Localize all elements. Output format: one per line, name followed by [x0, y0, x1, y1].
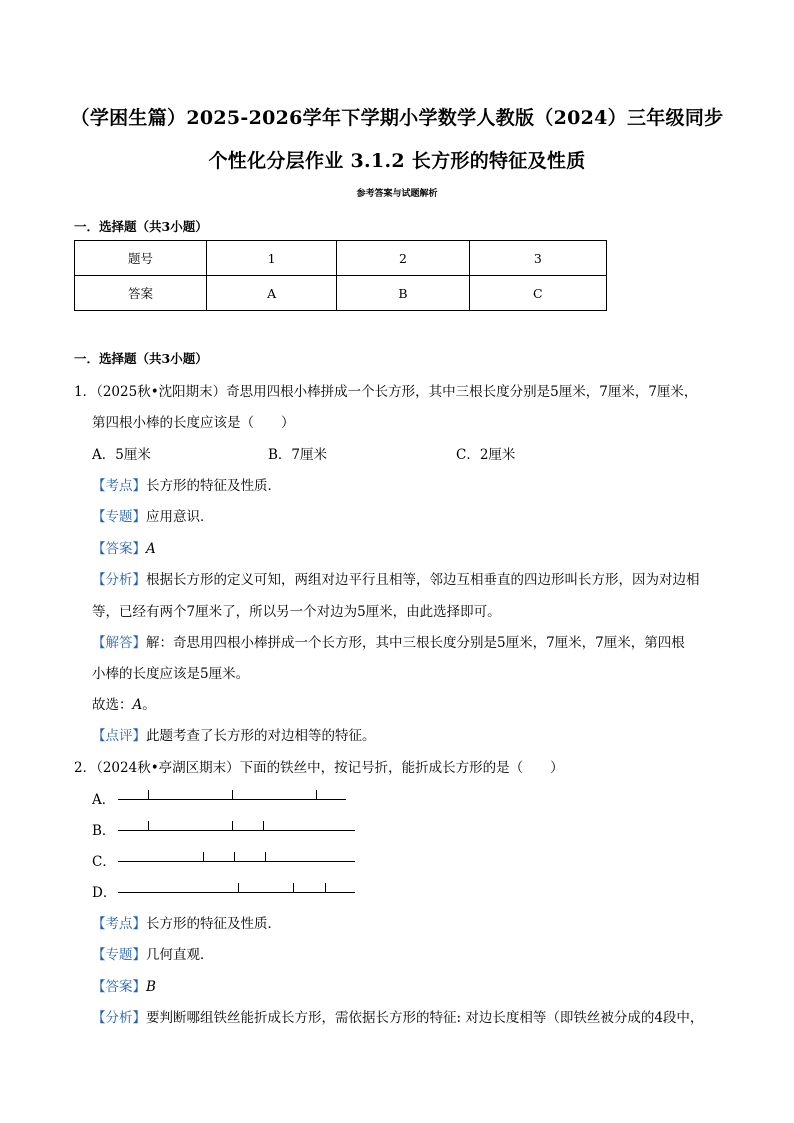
q2-option-a: A． — [92, 792, 116, 808]
q1-fenxi-line1 — [92, 568, 700, 588]
q1-jieda-tag: 【解答】 — [92, 635, 146, 651]
q1-stem-line1: 1．（2025秋•沈阳期末）奇思用四根小棒拼成一个长方形，其中三根长度分别是5厘米，7厘米，7厘米， — [74, 384, 698, 400]
q1-kaodian-tag: 【考点】 — [92, 478, 146, 494]
q1-kaodian-text: 长方形的特征及性质． — [146, 478, 281, 494]
q2-option-b: B． — [92, 823, 116, 839]
q2-option-d: D． — [92, 885, 117, 901]
q1-fenxi-text1: 根据长方形的定义可知，两组对边平行且相等，邻边互相垂直的四边形叫长方形，因为对边相 — [146, 572, 700, 588]
document-title-line2: 个性化分层作业 3.1.2 长方形的特征及性质 — [208, 150, 586, 172]
q1-jieda-line2: 小棒的长度应该是5厘米。 — [92, 666, 250, 682]
q1-dianping-tag: 【点评】 — [92, 728, 146, 744]
wire-line — [118, 799, 346, 800]
fold-mark — [263, 821, 264, 830]
q1-dianping-text: 此题考查了长方形的对边相等的特征。 — [146, 728, 376, 744]
document-title-line1: （学困生篇）2025-2026学年下学期小学数学人教版（2024）三年级同步 — [70, 107, 724, 129]
q1-fenxi-line2: 等，已经有两个7厘米了，所以另一个对边为5厘米，由此选择即可。 — [92, 604, 501, 620]
fold-mark — [265, 852, 266, 861]
table-cell: 2 — [337, 241, 469, 276]
fold-mark — [293, 883, 294, 892]
q1-guxuan-value: A — [132, 697, 143, 713]
fold-mark — [148, 821, 149, 830]
q2-fenxi-line1 — [92, 1006, 703, 1026]
q2-kaodian-tag: 【考点】 — [92, 916, 146, 932]
q2-kaodian — [92, 912, 281, 932]
q1-daan — [92, 537, 156, 557]
q1-guxuan-prefix: 故选： — [92, 697, 133, 713]
fold-mark — [232, 821, 233, 830]
fold-mark — [232, 790, 233, 799]
q1-zhuanti-text: 应用意识． — [146, 509, 214, 525]
fold-mark — [238, 883, 239, 892]
q1-kaodian — [92, 474, 281, 494]
fold-mark — [316, 790, 317, 799]
q1-fenxi-tag: 【分析】 — [92, 572, 146, 588]
table-cell: C — [469, 276, 606, 311]
q2-daan — [92, 975, 156, 995]
table-cell: 答案 — [75, 276, 207, 311]
table-cell: B — [337, 276, 469, 311]
q1-stem-line2: 第四根小棒的长度应该是（ ） — [92, 415, 295, 431]
q1-daan-text: A — [146, 541, 156, 557]
q1-zhuanti-tag: 【专题】 — [92, 509, 146, 525]
section-heading-questions: 一．选择题（共3小题） — [74, 351, 208, 366]
section-heading-answers: 一．选择题（共3小题） — [74, 219, 208, 234]
q1-guxuan-suffix: 。 — [142, 697, 156, 713]
q2-kaodian-text: 长方形的特征及性质． — [146, 916, 281, 932]
wire-line — [118, 892, 355, 893]
table-cell: 1 — [207, 241, 337, 276]
answer-table — [74, 240, 607, 311]
fold-mark — [234, 852, 235, 861]
wire-line — [118, 830, 355, 831]
q1-guxuan — [92, 693, 156, 713]
q1-jieda-text1: 解：奇思用四根小棒拼成一个长方形，其中三根长度分别是5厘米，7厘米，7厘米，第四根 — [146, 635, 685, 651]
q2-zhuanti-tag: 【专题】 — [92, 947, 146, 963]
q1-daan-tag: 【答案】 — [92, 541, 146, 557]
q1-jieda-line1 — [92, 631, 685, 651]
table-cell: A — [207, 276, 337, 311]
q2-zhuanti — [92, 943, 214, 963]
wire-line — [118, 861, 355, 862]
table-cell: 3 — [469, 241, 606, 276]
q2-fenxi-text1: 要判断哪组铁丝能折成长方形，需依据长方形的特征: 对边长度相等（即铁丝被分成的4段中， — [146, 1010, 704, 1026]
q2-zhuanti-text: 几何直观． — [146, 947, 214, 963]
table-row — [75, 241, 607, 276]
q2-daan-text: B — [146, 979, 156, 995]
q2-fenxi-tag: 【分析】 — [92, 1010, 146, 1026]
q2-option-c: C． — [92, 854, 116, 870]
q1-dianping — [92, 724, 376, 744]
fold-mark — [203, 852, 204, 861]
q2-stem: 2．（2024秋•亭湖区期末）下面的铁丝中，按记号折，能折成长方形的是（ ） — [74, 760, 564, 776]
document-subtitle: 参考答案与试题解析 — [356, 189, 438, 199]
fold-mark — [325, 883, 326, 892]
q2-daan-tag: 【答案】 — [92, 979, 146, 995]
q1-option-b: B．7厘米 — [268, 447, 328, 463]
table-cell: 题号 — [75, 241, 207, 276]
q1-option-c: C．2厘米 — [456, 447, 516, 463]
q1-zhuanti — [92, 505, 214, 525]
fold-mark — [148, 790, 149, 799]
table-row — [75, 276, 607, 311]
q1-option-a: A．5厘米 — [92, 447, 151, 463]
